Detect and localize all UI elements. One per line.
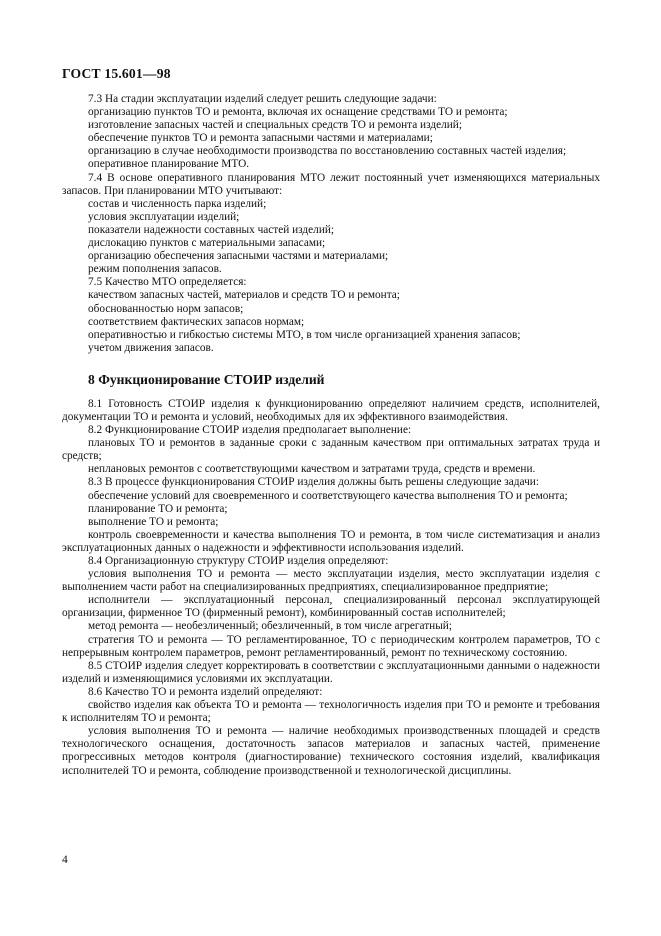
paragraph: условия выполнения ТО и ремонта — наличие необходимых производственных площадей и средств технологического оснащения, достаточность запасов материалов и запасных частей, применение прогрессивных методов контроля (диагностирование) технического состояния изделий, квалификация исполнителей ТО и ремонта, соблюдение производственной и технологической дисциплины. — [62, 725, 600, 777]
paragraph: 8.6 Качество ТО и ремонта изделий определяют: — [88, 685, 323, 698]
paragraph: режим пополнения запасов. — [88, 263, 222, 276]
paragraph: 8.3 В процессе функционирования СТОИР изделия должны быть решены следующие задачи: — [88, 476, 539, 489]
paragraph: обеспечение условий для своевременного и соответствующего качества выполнения ТО и ремонта; — [88, 489, 568, 502]
paragraph: 8.2 Функционирование СТОИР изделия предполагает выполнение: — [88, 424, 412, 437]
paragraph: состав и численность парка изделий; — [88, 197, 267, 210]
paragraph: учетом движения запасов. — [88, 341, 214, 354]
paragraph: планирование ТО и ремонта; — [88, 502, 228, 515]
paragraph: метод ремонта — необезличенный; обезличенный, в том числе агрегатный; — [88, 620, 452, 633]
paragraph: обоснованностью норм запасов; — [88, 302, 244, 315]
section-8-content — [62, 398, 600, 778]
section-7-content — [62, 93, 600, 355]
paragraph: оперативностью и гибкостью системы МТО, в том числе организацией хранения запасов; — [88, 328, 521, 341]
paragraph: 8.4 Организационную структуру СТОИР изделия определяют: — [88, 555, 389, 567]
paragraph: 7.5 Качество МТО определяется: — [88, 276, 247, 289]
paragraph: организацию в случае необходимости производства по восстановлению составных частей изделия; — [88, 145, 567, 158]
paragraph: организацию пунктов ТО и ремонта, включая их оснащение средствами ТО и ремонта; — [88, 106, 508, 119]
paragraph: показатели надежности составных частей изделий; — [88, 223, 335, 236]
page-number: 4 — [62, 854, 68, 866]
document-body — [62, 93, 600, 778]
paragraph: стратегия ТО и ремонта — ТО регламентированное, ТО с периодическим контролем параметров, ТО с непрерывным контролем параметров, ремонт регламентированный, ремонт по техническому состоянию. — [62, 633, 600, 659]
paragraph: обеспечение пунктов ТО и ремонта запасными частями и материалами; — [88, 132, 433, 145]
paragraph: неплановых ремонтов с соответствующими качеством и затратами труда, средств и времени. — [88, 463, 536, 476]
paragraph: условия выполнения ТО и ремонта — место эксплуатации изделия, место эксплуатации изделия с выполнением части работ на специализированных предприятиях, специализированное предприятие; — [62, 568, 600, 594]
paragraph: выполнение ТО и ремонта; — [88, 515, 219, 528]
paragraph: организацию обеспечения запасными частями и материалами; — [88, 250, 389, 263]
paragraph: соответствием фактических запасов нормам; — [88, 315, 305, 328]
paragraph: исполнители — эксплуатационный персонал, специализированный персонал эксплуатирующей организации, фирменное ТО (фирменный ремонт), комбинированный состав исполнителей; — [62, 594, 600, 620]
paragraph: 7.4 В основе оперативного планирования МТО лежит постоянный учет изменяющихся материальных запасов. При планировании МТО учитывают: — [62, 171, 600, 197]
paragraph: 8.1 Готовность СТОИР изделия к функционированию определяют наличием средств, исполнителей, документации ТО и ремонта и условий, необходимых для их эффективного взаимодействия. — [62, 397, 600, 423]
document-code: ГОСТ 15.601—98 — [62, 66, 171, 81]
paragraph: контроль своевременности и качества выполнения ТО и ремонта, в том числе систематизация и анализ эксплуатационных данных о надежности и эффективности использования изделий. — [62, 528, 600, 554]
paragraph: дислокацию пунктов с материальными запасами; — [88, 237, 326, 250]
paragraph: оперативное планирование МТО. — [88, 158, 250, 171]
paragraph: 7.3 На стадии эксплуатации изделий следует решить следующие задачи: — [88, 93, 437, 105]
paragraph: условия эксплуатации изделий; — [88, 210, 240, 223]
paragraph: 8.5 СТОИР изделия следует корректировать в соответствии с эксплуатационными данными о надежности изделий и изменяющимися условиями их эксплуатации. — [62, 659, 600, 685]
paragraph: свойство изделия как объекта ТО и ремонта — технологичность изделия при ТО и ремонте и требования к исполнителям ТО и ремонта; — [62, 699, 600, 725]
section-8-title: 8 Функционирование СТОИР изделий — [88, 371, 325, 387]
paragraph: плановых ТО и ремонтов в заданные сроки с заданным качеством при оптимальных затратах труда и средств; — [62, 437, 600, 463]
paragraph: качеством запасных частей, материалов и средств ТО и ремонта; — [88, 289, 400, 302]
paragraph: изготовление запасных частей и специальных средств ТО и ремонта изделий; — [88, 119, 462, 132]
